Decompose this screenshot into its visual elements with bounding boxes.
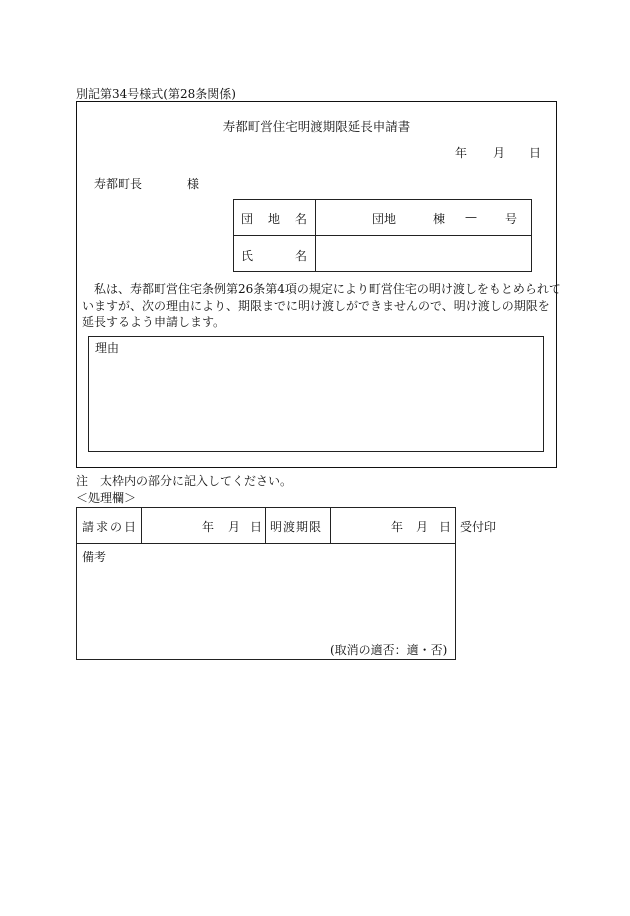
form-number-note: 別記第34号様式(第28条関係) [76,87,236,101]
remarks-label: 備考 [82,550,107,564]
processing-section-title: ＜処理欄＞ [76,491,137,505]
statement-line-1: 私は、寿都町営住宅条例第26条第4項の規定により町営住宅の明け渡しをもとめられて [94,282,561,296]
reason-box[interactable] [88,336,544,452]
processing-table-divider [76,543,456,544]
statement-line-2: いますが、次の理由により、期限までに明け渡しができませんので、明け渡しの期限を [82,298,550,313]
applicant-table-column-divider [315,199,316,272]
processing-col-divider-2 [265,507,266,543]
application-statement [82,281,561,331]
request-date-month: 月 [228,520,241,534]
danchi-field[interactable]: 団地 [372,212,397,226]
reception-stamp-label: 受付印 [460,520,497,534]
deadline-year: 年 [391,520,404,534]
recipient-name: 寿都町長 [94,177,143,191]
request-date-day: 日 [250,520,263,534]
mune-field[interactable]: 棟 [433,212,446,226]
request-date-label: 請求の日 [82,520,139,534]
form-title: 寿都町営住宅明渡期限延長申請書 [222,119,411,134]
dash-separator: — [465,210,477,224]
danchi-label: 団 地 名 [241,212,307,226]
cancel-note: (取消の適否：適・否) [330,643,448,657]
deadline-day: 日 [439,520,452,534]
instruction-note: 注 太枠内の部分に記入してください。 [76,474,293,488]
deadline-month: 月 [416,520,429,534]
reason-label: 理由 [95,341,120,355]
date-month: 月 [493,146,506,160]
processing-col-divider-1 [141,507,142,543]
name-field[interactable] [317,237,530,270]
request-date-year: 年 [202,520,215,534]
date-day: 日 [529,146,542,160]
recipient-honorific: 様 [187,177,200,191]
statement-line-3: 延長するよう申請します。 [82,315,226,329]
date-year: 年 [455,146,468,160]
name-label: 氏 名 [241,249,307,263]
applicant-table-divider [233,235,532,236]
processing-col-divider-3 [330,507,331,543]
deadline-label: 明渡期限 [270,520,323,534]
go-field[interactable]: 号 [505,212,518,226]
